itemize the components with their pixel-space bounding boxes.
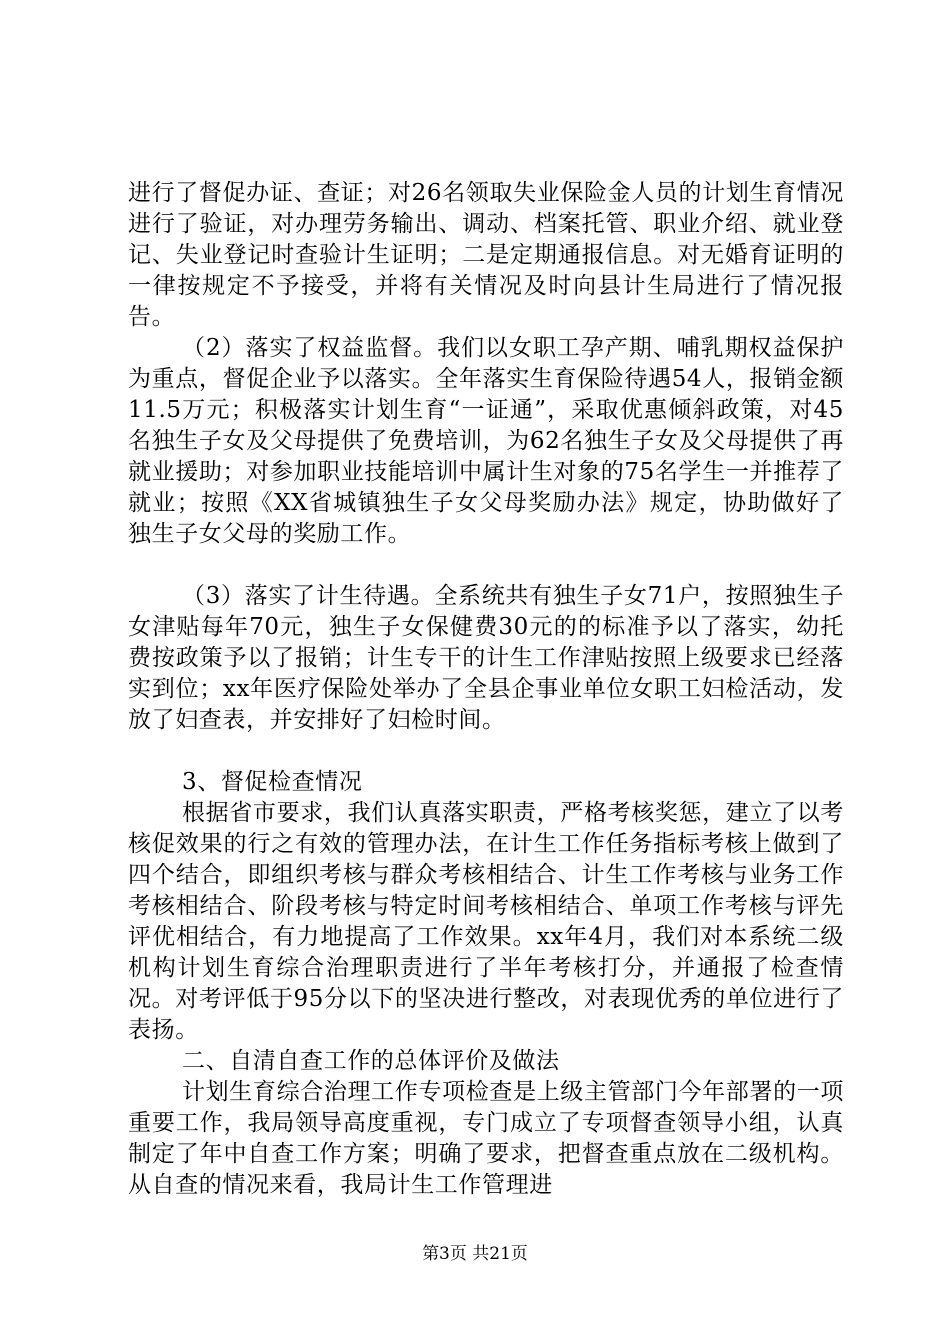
- page-number-footer: 第3页 共21页: [422, 1244, 528, 1264]
- section-heading-self-check: 二、自清自查工作的总体评价及做法: [182, 1048, 560, 1074]
- section-heading-inspection: 3、督促检查情况: [182, 769, 363, 795]
- paragraph-self-check: 计划生育综合治理工作专项检查是上级主管部门今年部署的一项重要工作，我局领导高度重视，专门成立了专项督查领导小组，认真制定了年中自查工作方案；明确了要求，把督查重点放在二级机构。从自查的情况来看，我局计生工作管理进: [128, 1079, 844, 1198]
- document-body: [128, 178, 844, 1201]
- paragraph-rights-supervision: （2）落实了权益监督。我们以女职工孕产期、哺乳期权益保护为重点，督促企业予以落实。全年落实生育保险待遇54人，报销金额11.5万元；积极落实计划生育“一证通”，采取优惠倾斜政策，对45名独生子女及父母提供了免费培训，为62名独生子女及父母提供了再就业援助；对参加职业技能培训中属计生对象的75名学生一并推荐了就业；按照《XX省城镇独生子女父母奖励办法》规定，协助做好了独生子女父母的奖励工作。: [128, 335, 844, 547]
- paragraph-inspection: 根据省市要求，我们认真落实职责，严格考核奖惩，建立了以考核促效果的行之有效的管理办法，在计生工作任务指标考核上做到了四个结合，即组织考核与群众考核相结合、计生工作考核与业务工作考核相结合、阶段考核与特定时间考核相结合、单项工作考核与评先评优相结合，有力地提高了工作效果。xx年4月，我们对本系统二级机构计划生育综合治理职责进行了半年考核打分，并通报了检查情况。对考评低于95分以下的坚决进行整改，对表现优秀的单位进行了表扬。: [128, 800, 844, 1043]
- paragraph-family-planning-benefits: （3）落实了计生待遇。全系统共有独生子女71户，按照独生子女津贴每年70元，独生子女保健费30元的的标准予以了落实，幼托费按政策予以了报销；计生专干的计生工作津贴按照上级要求已经落实到位；xx年医疗保险处举办了全县企事业单位女职工妇检活动，发放了妇查表，并安排好了妇检时间。: [128, 583, 844, 733]
- paragraph-continued: 进行了督促办证、查证；对26名领取失业保险金人员的计划生育情况进行了验证，对办理劳务输出、调动、档案托管、职业介绍、就业登记、失业登记时查验计生证明；二是定期通报信息。对无婚育证明的一律按规定不予接受，并将有关情况及时向县计生局进行了情况报告。: [128, 180, 844, 330]
